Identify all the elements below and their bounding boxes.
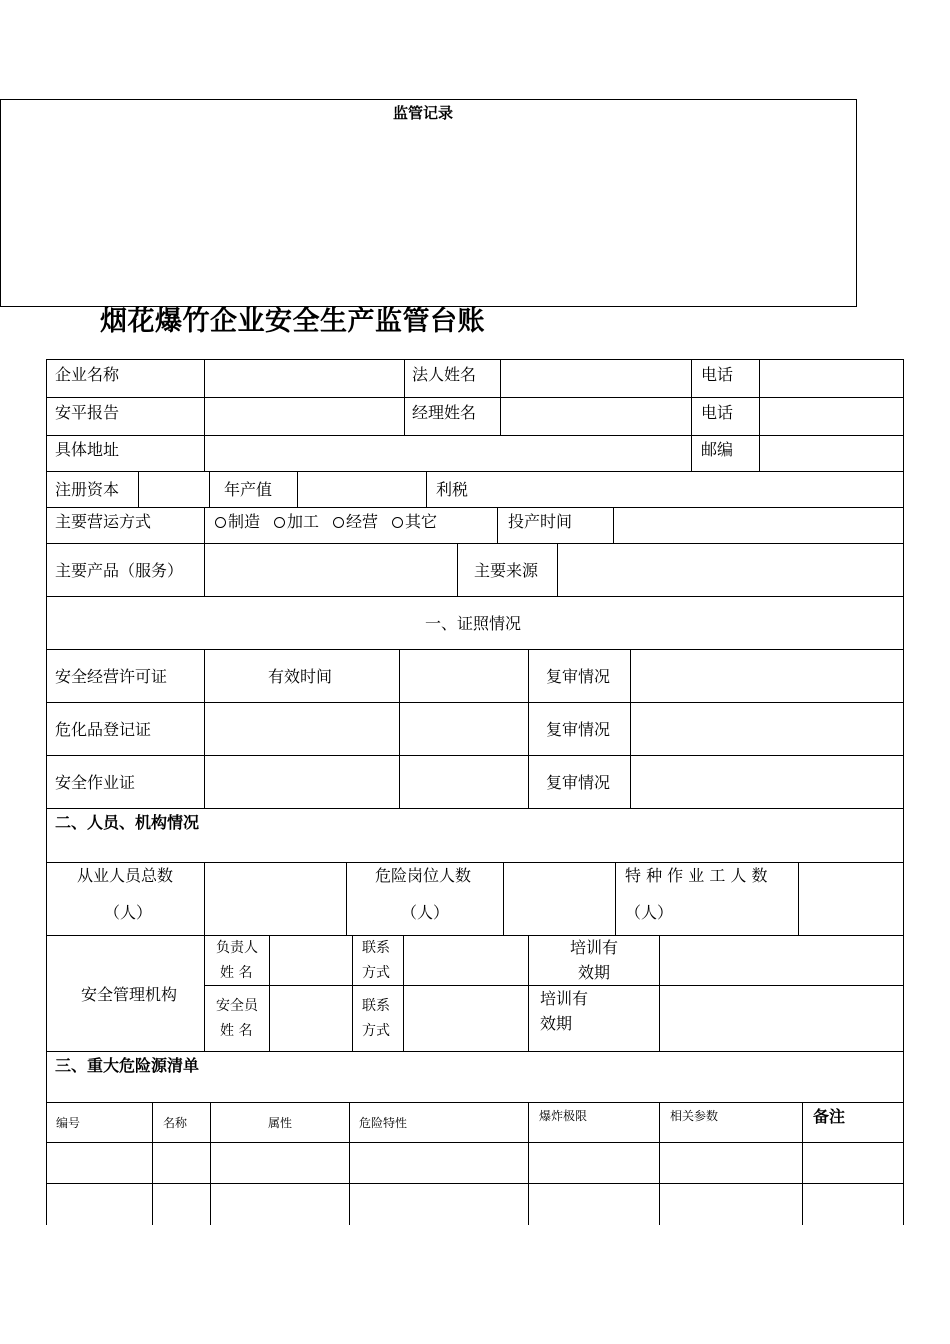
label-special-workers: 特 种 作 业 工 人 数 (625, 866, 768, 885)
radio-circle-icon (274, 517, 285, 528)
label-annual-output: 年产值 (224, 480, 273, 499)
label-phone: 电话 (701, 365, 734, 384)
hazard-col-name: 名称 (163, 1116, 188, 1130)
label-main-product: 主要产品（服务） (55, 561, 184, 580)
hazard-col-remarks: 备注 (813, 1107, 846, 1126)
label-address: 具体地址 (55, 440, 120, 459)
label-registered-capital: 注册资本 (55, 480, 120, 499)
page-title: 烟花爆竹企业安全生产监管台账 (100, 306, 485, 337)
radio-circle-icon (333, 517, 344, 528)
radio-circle-icon (392, 517, 403, 528)
supervision-record-title: 监管记录 (393, 104, 454, 122)
hazard-col-parameters: 相关参数 (670, 1109, 719, 1123)
label-safety-license: 安全经营许可证 (55, 667, 168, 686)
section-licenses-title: 一、证照情况 (425, 614, 522, 633)
label-training-a-line1: 培训有 (570, 938, 619, 957)
label-safety-org: 安全管理机构 (81, 985, 178, 1004)
label-contact-a-line2: 方式 (362, 965, 390, 981)
label-review-2: 复审情况 (546, 720, 611, 739)
label-valid-time: 有效时间 (268, 667, 333, 686)
label-total-staff: 从业人员总数 (77, 866, 174, 885)
label-danger-post-count: 危险岗位人数 (375, 866, 472, 885)
label-danger-post-unit: （人） (401, 903, 450, 922)
label-total-staff-unit: （人） (104, 903, 153, 922)
label-review-3: 复审情况 (546, 773, 611, 792)
hazard-col-id: 编号 (56, 1116, 81, 1130)
radio-manufacture[interactable]: 制造 (215, 514, 260, 530)
label-review-1: 复审情况 (546, 667, 611, 686)
label-start-time: 投产时间 (508, 512, 573, 531)
section-personnel-title: 二、人员、机构情况 (55, 813, 200, 832)
label-training-a-line2: 效期 (578, 963, 611, 982)
radio-other[interactable]: 其它 (392, 514, 437, 530)
operation-mode-options (215, 514, 451, 530)
label-leader-line2: 姓 名 (220, 965, 253, 981)
supervision-record-box (0, 99, 857, 307)
label-contact-b-line1: 联系 (362, 998, 390, 1014)
label-legal-person: 法人姓名 (412, 365, 477, 384)
label-training-b-line1: 培训有 (540, 989, 589, 1008)
radio-circle-icon (215, 517, 226, 528)
label-manager-name: 经理姓名 (412, 403, 477, 422)
label-contact-b-line2: 方式 (362, 1023, 390, 1039)
label-hazmat-certificate: 危化品登记证 (55, 720, 152, 739)
label-training-b-line2: 效期 (540, 1014, 573, 1033)
label-officer-line2: 姓 名 (220, 1023, 253, 1039)
hazard-col-explosion-limit: 爆炸极限 (539, 1109, 588, 1123)
ledger-table (46, 359, 904, 1225)
label-special-workers-unit: （人） (625, 903, 674, 922)
label-postcode: 邮编 (701, 440, 734, 459)
table-grid-lines (46, 359, 904, 1225)
label-profit-tax: 利税 (436, 480, 469, 499)
label-contact-a-line1: 联系 (362, 940, 390, 956)
label-safety-report: 安平报告 (55, 403, 120, 422)
hazard-col-attribute: 属性 (268, 1116, 293, 1130)
label-main-operation-mode: 主要营运方式 (55, 512, 152, 531)
label-main-source: 主要来源 (474, 561, 539, 580)
label-phone-2: 电话 (701, 403, 734, 422)
label-leader-line1: 负责人 (216, 940, 258, 956)
radio-processing[interactable]: 加工 (274, 514, 319, 530)
label-company-name: 企业名称 (55, 365, 120, 384)
section-hazards-title: 三、重大危险源清单 (55, 1056, 200, 1075)
label-work-certificate: 安全作业证 (55, 773, 136, 792)
hazard-col-danger-property: 危险特性 (359, 1116, 408, 1130)
radio-trading[interactable]: 经营 (333, 514, 378, 530)
label-officer-line1: 安全员 (216, 998, 258, 1014)
